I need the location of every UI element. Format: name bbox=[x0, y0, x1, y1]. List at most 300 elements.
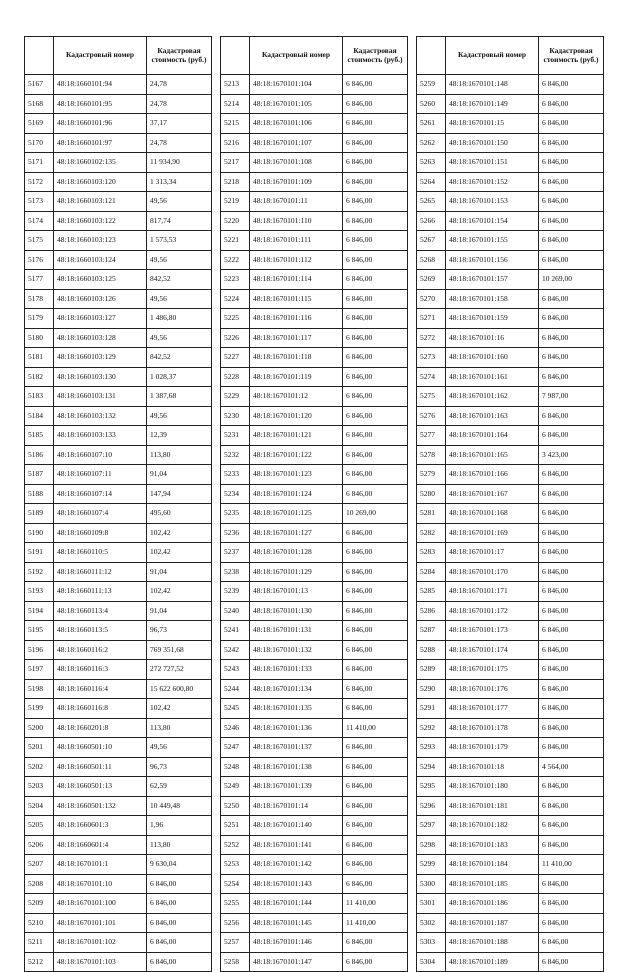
table-row bbox=[25, 543, 212, 563]
table-row bbox=[417, 348, 604, 368]
cadastral-number: 48:18:1670101:127 bbox=[250, 523, 343, 543]
table-row bbox=[221, 855, 408, 875]
cadastral-value: 6 846,00 bbox=[343, 75, 408, 95]
row-number: 5282 bbox=[417, 523, 446, 543]
row-number: 5234 bbox=[221, 484, 250, 504]
row-number: 5284 bbox=[417, 562, 446, 582]
row-number: 5196 bbox=[25, 640, 54, 660]
cadastral-table-middle bbox=[220, 36, 408, 972]
cadastral-number: 48:18:1670101:171 bbox=[446, 582, 539, 602]
cadastral-value: 6 846,00 bbox=[539, 679, 604, 699]
cadastral-number: 48:18:1670101:181 bbox=[446, 796, 539, 816]
cadastral-number: 48:18:1670101:147 bbox=[250, 952, 343, 972]
table-row bbox=[221, 348, 408, 368]
row-number: 5277 bbox=[417, 426, 446, 446]
row-number: 5180 bbox=[25, 328, 54, 348]
row-number: 5268 bbox=[417, 250, 446, 270]
table-row bbox=[25, 426, 212, 446]
table-row bbox=[417, 874, 604, 894]
cadastral-number: 48:18:1670101:133 bbox=[250, 660, 343, 680]
row-number: 5218 bbox=[221, 172, 250, 192]
table-header bbox=[221, 37, 408, 75]
cadastral-number: 48:18:1660107:4 bbox=[54, 504, 147, 524]
cadastral-number: 48:18:1660111:13 bbox=[54, 582, 147, 602]
cadastral-number: 48:18:1660103:120 bbox=[54, 172, 147, 192]
cadastral-number: 48:18:1670101:109 bbox=[250, 172, 343, 192]
cadastral-number: 48:18:1660103:127 bbox=[54, 309, 147, 329]
cadastral-number: 48:18:1660110:5 bbox=[54, 543, 147, 563]
cadastral-value: 6 846,00 bbox=[539, 484, 604, 504]
row-number: 5281 bbox=[417, 504, 446, 524]
row-number: 5271 bbox=[417, 309, 446, 329]
cadastral-value: 6 846,00 bbox=[343, 426, 408, 446]
cadastral-value: 6 846,00 bbox=[539, 172, 604, 192]
cadastral-value: 6 846,00 bbox=[539, 952, 604, 972]
table-row bbox=[417, 250, 604, 270]
cadastral-value: 49,56 bbox=[147, 406, 212, 426]
row-number: 5235 bbox=[221, 504, 250, 524]
table-row bbox=[417, 367, 604, 387]
table-row bbox=[25, 913, 212, 933]
cadastral-value: 91,04 bbox=[147, 465, 212, 485]
row-number: 5189 bbox=[25, 504, 54, 524]
table-row bbox=[221, 718, 408, 738]
cadastral-value: 6 846,00 bbox=[343, 445, 408, 465]
cadastral-number: 48:18:1670101:160 bbox=[446, 348, 539, 368]
row-number: 5276 bbox=[417, 406, 446, 426]
table-row bbox=[417, 816, 604, 836]
cadastral-value: 6 846,00 bbox=[539, 582, 604, 602]
cadastral-number: 48:18:1670101:152 bbox=[446, 172, 539, 192]
cadastral-value: 1,96 bbox=[147, 816, 212, 836]
cadastral-value: 6 846,00 bbox=[343, 621, 408, 641]
table-row bbox=[417, 582, 604, 602]
cadastral-value: 6 846,00 bbox=[343, 133, 408, 153]
row-number: 5256 bbox=[221, 913, 250, 933]
cadastral-value: 6 846,00 bbox=[539, 777, 604, 797]
cadastral-value: 9 630,04 bbox=[147, 855, 212, 875]
cadastral-value: 7 987,00 bbox=[539, 387, 604, 407]
cadastral-number: 48:18:1670101:1 bbox=[54, 855, 147, 875]
row-number: 5290 bbox=[417, 679, 446, 699]
table-row bbox=[221, 952, 408, 972]
cadastral-number: 48:18:1670101:159 bbox=[446, 309, 539, 329]
table-row bbox=[221, 601, 408, 621]
cadastral-value: 1 573,53 bbox=[147, 231, 212, 251]
cadastral-number: 48:18:1670101:10 bbox=[54, 874, 147, 894]
cadastral-value: 6 846,00 bbox=[539, 621, 604, 641]
row-number: 5222 bbox=[221, 250, 250, 270]
table-row bbox=[417, 562, 604, 582]
row-number: 5168 bbox=[25, 94, 54, 114]
table-row bbox=[25, 816, 212, 836]
table-row bbox=[221, 328, 408, 348]
cadastral-number: 48:18:1670101:135 bbox=[250, 699, 343, 719]
cadastral-number: 48:18:1670101:167 bbox=[446, 484, 539, 504]
cadastral-number: 48:18:1670101:103 bbox=[54, 952, 147, 972]
table-row bbox=[221, 94, 408, 114]
table-row bbox=[417, 796, 604, 816]
row-number: 5197 bbox=[25, 660, 54, 680]
cadastral-value: 6 846,00 bbox=[539, 816, 604, 836]
row-number: 5294 bbox=[417, 757, 446, 777]
cadastral-number: 48:18:1670101:131 bbox=[250, 621, 343, 641]
cadastral-number: 48:18:1670101:136 bbox=[250, 718, 343, 738]
cadastral-value: 49,56 bbox=[147, 738, 212, 758]
cadastral-value: 6 846,00 bbox=[539, 114, 604, 134]
row-number: 5225 bbox=[221, 309, 250, 329]
cadastral-value: 102,42 bbox=[147, 699, 212, 719]
table-row bbox=[25, 250, 212, 270]
table-row bbox=[417, 270, 604, 290]
row-number: 5184 bbox=[25, 406, 54, 426]
cadastral-value: 1 313,34 bbox=[147, 172, 212, 192]
table-row bbox=[417, 894, 604, 914]
table-row bbox=[25, 133, 212, 153]
cadastral-number: 48:18:1660107:14 bbox=[54, 484, 147, 504]
table-row bbox=[25, 504, 212, 524]
row-number: 5251 bbox=[221, 816, 250, 836]
cadastral-value: 113,80 bbox=[147, 718, 212, 738]
table-row bbox=[25, 757, 212, 777]
cadastral-value: 842,52 bbox=[147, 270, 212, 290]
cadastral-number: 48:18:1660501:132 bbox=[54, 796, 147, 816]
table-row bbox=[221, 796, 408, 816]
row-number: 5302 bbox=[417, 913, 446, 933]
cadastral-value: 1 028,37 bbox=[147, 367, 212, 387]
row-number: 5174 bbox=[25, 211, 54, 231]
row-number: 5273 bbox=[417, 348, 446, 368]
cadastral-number: 48:18:1670101:164 bbox=[446, 426, 539, 446]
row-number: 5187 bbox=[25, 465, 54, 485]
cadastral-number: 48:18:1660101:94 bbox=[54, 75, 147, 95]
cadastral-number: 48:18:1670101:146 bbox=[250, 933, 343, 953]
cadastral-value: 6 846,00 bbox=[343, 172, 408, 192]
row-number: 5247 bbox=[221, 738, 250, 758]
cadastral-value: 6 846,00 bbox=[539, 348, 604, 368]
cadastral-value: 6 846,00 bbox=[539, 367, 604, 387]
table-row bbox=[417, 172, 604, 192]
cadastral-number: 48:18:1660501:10 bbox=[54, 738, 147, 758]
cadastral-value: 6 846,00 bbox=[343, 406, 408, 426]
cadastral-value: 6 846,00 bbox=[539, 250, 604, 270]
row-number: 5248 bbox=[221, 757, 250, 777]
table-row bbox=[221, 523, 408, 543]
table-body bbox=[25, 75, 212, 972]
cadastral-number: 48:18:1660101:96 bbox=[54, 114, 147, 134]
table-row bbox=[417, 309, 604, 329]
cadastral-value: 96,73 bbox=[147, 757, 212, 777]
cadastral-number: 48:18:1660103:121 bbox=[54, 192, 147, 212]
cadastral-value: 6 846,00 bbox=[539, 523, 604, 543]
table-row bbox=[25, 348, 212, 368]
cadastral-value: 3 423,00 bbox=[539, 445, 604, 465]
cadastral-value: 842,52 bbox=[147, 348, 212, 368]
header-cadastral-value: Кадастровая стоимость (руб.) bbox=[343, 37, 408, 75]
cadastral-value: 24,78 bbox=[147, 94, 212, 114]
row-number: 5185 bbox=[25, 426, 54, 446]
cadastral-number: 48:18:1660107:10 bbox=[54, 445, 147, 465]
table-row bbox=[221, 562, 408, 582]
cadastral-number: 48:18:1660107:11 bbox=[54, 465, 147, 485]
table-row bbox=[221, 738, 408, 758]
cadastral-value: 6 846,00 bbox=[343, 757, 408, 777]
cadastral-number: 48:18:1670101:139 bbox=[250, 777, 343, 797]
table-row bbox=[25, 465, 212, 485]
cadastral-number: 48:18:1670101:108 bbox=[250, 153, 343, 173]
table-row bbox=[417, 777, 604, 797]
cadastral-number: 48:18:1670101:110 bbox=[250, 211, 343, 231]
cadastral-number: 48:18:1670101:144 bbox=[250, 894, 343, 914]
cadastral-number: 48:18:1660113:4 bbox=[54, 601, 147, 621]
cadastral-number: 48:18:1670101:186 bbox=[446, 894, 539, 914]
table-row bbox=[417, 94, 604, 114]
cadastral-value: 1 387,68 bbox=[147, 387, 212, 407]
table-row bbox=[221, 465, 408, 485]
cadastral-value: 6 846,00 bbox=[147, 952, 212, 972]
header-number bbox=[221, 37, 250, 75]
row-number: 5199 bbox=[25, 699, 54, 719]
row-number: 5280 bbox=[417, 484, 446, 504]
cadastral-value: 769 351,68 bbox=[147, 640, 212, 660]
row-number: 5202 bbox=[25, 757, 54, 777]
cadastral-value: 6 846,00 bbox=[343, 738, 408, 758]
cadastral-value: 6 846,00 bbox=[539, 133, 604, 153]
cadastral-number: 48:18:1660103:124 bbox=[54, 250, 147, 270]
row-number: 5240 bbox=[221, 601, 250, 621]
row-number: 5298 bbox=[417, 835, 446, 855]
table-row bbox=[25, 231, 212, 251]
cadastral-value: 6 846,00 bbox=[539, 835, 604, 855]
row-number: 5258 bbox=[221, 952, 250, 972]
table-row bbox=[417, 75, 604, 95]
row-number: 5231 bbox=[221, 426, 250, 446]
row-number: 5239 bbox=[221, 582, 250, 602]
cadastral-number: 48:18:1670101:124 bbox=[250, 484, 343, 504]
cadastral-value: 6 846,00 bbox=[343, 855, 408, 875]
cadastral-value: 6 846,00 bbox=[343, 387, 408, 407]
cadastral-number: 48:18:1670101:118 bbox=[250, 348, 343, 368]
table-body bbox=[221, 75, 408, 972]
table-row bbox=[25, 445, 212, 465]
cadastral-number: 48:18:1670101:111 bbox=[250, 231, 343, 251]
table-row bbox=[221, 114, 408, 134]
cadastral-value: 6 846,00 bbox=[147, 874, 212, 894]
cadastral-value: 6 846,00 bbox=[539, 699, 604, 719]
cadastral-value: 6 846,00 bbox=[539, 406, 604, 426]
cadastral-value: 6 846,00 bbox=[343, 153, 408, 173]
row-number: 5200 bbox=[25, 718, 54, 738]
row-number: 5265 bbox=[417, 192, 446, 212]
row-number: 5216 bbox=[221, 133, 250, 153]
table-row bbox=[221, 913, 408, 933]
cadastral-number: 48:18:1660101:95 bbox=[54, 94, 147, 114]
cadastral-value: 6 846,00 bbox=[539, 231, 604, 251]
cadastral-value: 12,39 bbox=[147, 426, 212, 446]
row-number: 5279 bbox=[417, 465, 446, 485]
row-number: 5270 bbox=[417, 289, 446, 309]
cadastral-number: 48:18:1660601:3 bbox=[54, 816, 147, 836]
row-number: 5304 bbox=[417, 952, 446, 972]
cadastral-value: 102,42 bbox=[147, 523, 212, 543]
cadastral-number: 48:18:1670101:117 bbox=[250, 328, 343, 348]
table-row bbox=[25, 718, 212, 738]
row-number: 5211 bbox=[25, 933, 54, 953]
table-row bbox=[417, 640, 604, 660]
row-number: 5226 bbox=[221, 328, 250, 348]
table-row bbox=[417, 913, 604, 933]
table-row bbox=[417, 543, 604, 563]
table-row bbox=[25, 367, 212, 387]
cadastral-value: 6 846,00 bbox=[539, 913, 604, 933]
row-number: 5260 bbox=[417, 94, 446, 114]
cadastral-value: 6 846,00 bbox=[343, 660, 408, 680]
table-row bbox=[221, 777, 408, 797]
cadastral-number: 48:18:1670101:13 bbox=[250, 582, 343, 602]
cadastral-number: 48:18:1670101:104 bbox=[250, 75, 343, 95]
cadastral-number: 48:18:1660103:126 bbox=[54, 289, 147, 309]
table-row bbox=[417, 426, 604, 446]
cadastral-value: 113,80 bbox=[147, 835, 212, 855]
cadastral-value: 6 846,00 bbox=[343, 367, 408, 387]
cadastral-value: 15 622 600,80 bbox=[147, 679, 212, 699]
table-row bbox=[221, 582, 408, 602]
cadastral-value: 6 846,00 bbox=[343, 523, 408, 543]
cadastral-number: 48:18:1670101:106 bbox=[250, 114, 343, 134]
row-number: 5215 bbox=[221, 114, 250, 134]
cadastral-table-right bbox=[416, 36, 604, 972]
cadastral-value: 817,74 bbox=[147, 211, 212, 231]
row-number: 5263 bbox=[417, 153, 446, 173]
table-row bbox=[221, 835, 408, 855]
table-row bbox=[417, 387, 604, 407]
row-number: 5228 bbox=[221, 367, 250, 387]
table-row bbox=[221, 660, 408, 680]
header-cadastral-value: Кадастровая стоимость (руб.) bbox=[539, 37, 604, 75]
table-row bbox=[221, 406, 408, 426]
cadastral-number: 48:18:1660102:135 bbox=[54, 153, 147, 173]
cadastral-value: 11 410,00 bbox=[539, 855, 604, 875]
cadastral-number: 48:18:1670101:11 bbox=[250, 192, 343, 212]
row-number: 5274 bbox=[417, 367, 446, 387]
row-number: 5286 bbox=[417, 601, 446, 621]
cadastral-number: 48:18:1660501:11 bbox=[54, 757, 147, 777]
table-row bbox=[221, 679, 408, 699]
table-row bbox=[221, 816, 408, 836]
cadastral-table-left bbox=[24, 36, 212, 972]
row-number: 5172 bbox=[25, 172, 54, 192]
row-number: 5299 bbox=[417, 855, 446, 875]
cadastral-value: 6 846,00 bbox=[343, 211, 408, 231]
row-number: 5229 bbox=[221, 387, 250, 407]
cadastral-value: 49,56 bbox=[147, 289, 212, 309]
row-number: 5303 bbox=[417, 933, 446, 953]
cadastral-value: 6 846,00 bbox=[539, 426, 604, 446]
row-number: 5213 bbox=[221, 75, 250, 95]
table-row bbox=[221, 699, 408, 719]
cadastral-value: 4 564,00 bbox=[539, 757, 604, 777]
cadastral-value: 6 846,00 bbox=[343, 484, 408, 504]
cadastral-number: 48:18:1670101:128 bbox=[250, 543, 343, 563]
cadastral-number: 48:18:1670101:130 bbox=[250, 601, 343, 621]
cadastral-number: 48:18:1660103:132 bbox=[54, 406, 147, 426]
row-number: 5224 bbox=[221, 289, 250, 309]
table-row bbox=[221, 309, 408, 329]
row-number: 5212 bbox=[25, 952, 54, 972]
table-row bbox=[221, 211, 408, 231]
cadastral-number: 48:18:1670101:170 bbox=[446, 562, 539, 582]
cadastral-number: 48:18:1660103:130 bbox=[54, 367, 147, 387]
row-number: 5267 bbox=[417, 231, 446, 251]
cadastral-value: 91,04 bbox=[147, 601, 212, 621]
cadastral-value: 6 846,00 bbox=[539, 504, 604, 524]
cadastral-number: 48:18:1670101:150 bbox=[446, 133, 539, 153]
table-header bbox=[417, 37, 604, 75]
table-row bbox=[25, 796, 212, 816]
table-row bbox=[25, 640, 212, 660]
cadastral-number: 48:18:1660103:125 bbox=[54, 270, 147, 290]
cadastral-value: 272 727,52 bbox=[147, 660, 212, 680]
cadastral-number: 48:18:1670101:143 bbox=[250, 874, 343, 894]
row-number: 5264 bbox=[417, 172, 446, 192]
cadastral-value: 6 846,00 bbox=[539, 289, 604, 309]
cadastral-number: 48:18:1670101:182 bbox=[446, 816, 539, 836]
table-row bbox=[25, 699, 212, 719]
cadastral-value: 6 846,00 bbox=[539, 601, 604, 621]
table-row bbox=[417, 231, 604, 251]
cadastral-value: 6 846,00 bbox=[539, 211, 604, 231]
cadastral-value: 37,17 bbox=[147, 114, 212, 134]
row-number: 5221 bbox=[221, 231, 250, 251]
cadastral-value: 6 846,00 bbox=[539, 75, 604, 95]
table-row bbox=[25, 855, 212, 875]
cadastral-number: 48:18:1670101:102 bbox=[54, 933, 147, 953]
table-row bbox=[417, 679, 604, 699]
cadastral-value: 6 846,00 bbox=[147, 894, 212, 914]
table-row bbox=[221, 270, 408, 290]
table-row bbox=[417, 835, 604, 855]
cadastral-value: 11 410,00 bbox=[343, 718, 408, 738]
table-row bbox=[417, 952, 604, 972]
cadastral-number: 48:18:1670101:121 bbox=[250, 426, 343, 446]
cadastral-value: 10 269,00 bbox=[343, 504, 408, 524]
cadastral-number: 48:18:1670101:132 bbox=[250, 640, 343, 660]
cadastral-value: 1 486,80 bbox=[147, 309, 212, 329]
row-number: 5261 bbox=[417, 114, 446, 134]
table-row bbox=[25, 894, 212, 914]
cadastral-number: 48:18:1670101:173 bbox=[446, 621, 539, 641]
row-number: 5244 bbox=[221, 679, 250, 699]
cadastral-value: 6 846,00 bbox=[343, 952, 408, 972]
table-row bbox=[417, 621, 604, 641]
cadastral-value: 6 846,00 bbox=[539, 660, 604, 680]
header-number bbox=[417, 37, 446, 75]
cadastral-number: 48:18:1670101:141 bbox=[250, 835, 343, 855]
table-row bbox=[417, 406, 604, 426]
table-row bbox=[417, 484, 604, 504]
cadastral-value: 6 846,00 bbox=[343, 231, 408, 251]
row-number: 5190 bbox=[25, 523, 54, 543]
cadastral-number: 48:18:1670101:154 bbox=[446, 211, 539, 231]
row-number: 5179 bbox=[25, 309, 54, 329]
row-number: 5169 bbox=[25, 114, 54, 134]
row-number: 5249 bbox=[221, 777, 250, 797]
table-row bbox=[221, 484, 408, 504]
cadastral-number: 48:18:1670101:137 bbox=[250, 738, 343, 758]
table-row bbox=[25, 328, 212, 348]
table-row bbox=[417, 523, 604, 543]
row-number: 5242 bbox=[221, 640, 250, 660]
